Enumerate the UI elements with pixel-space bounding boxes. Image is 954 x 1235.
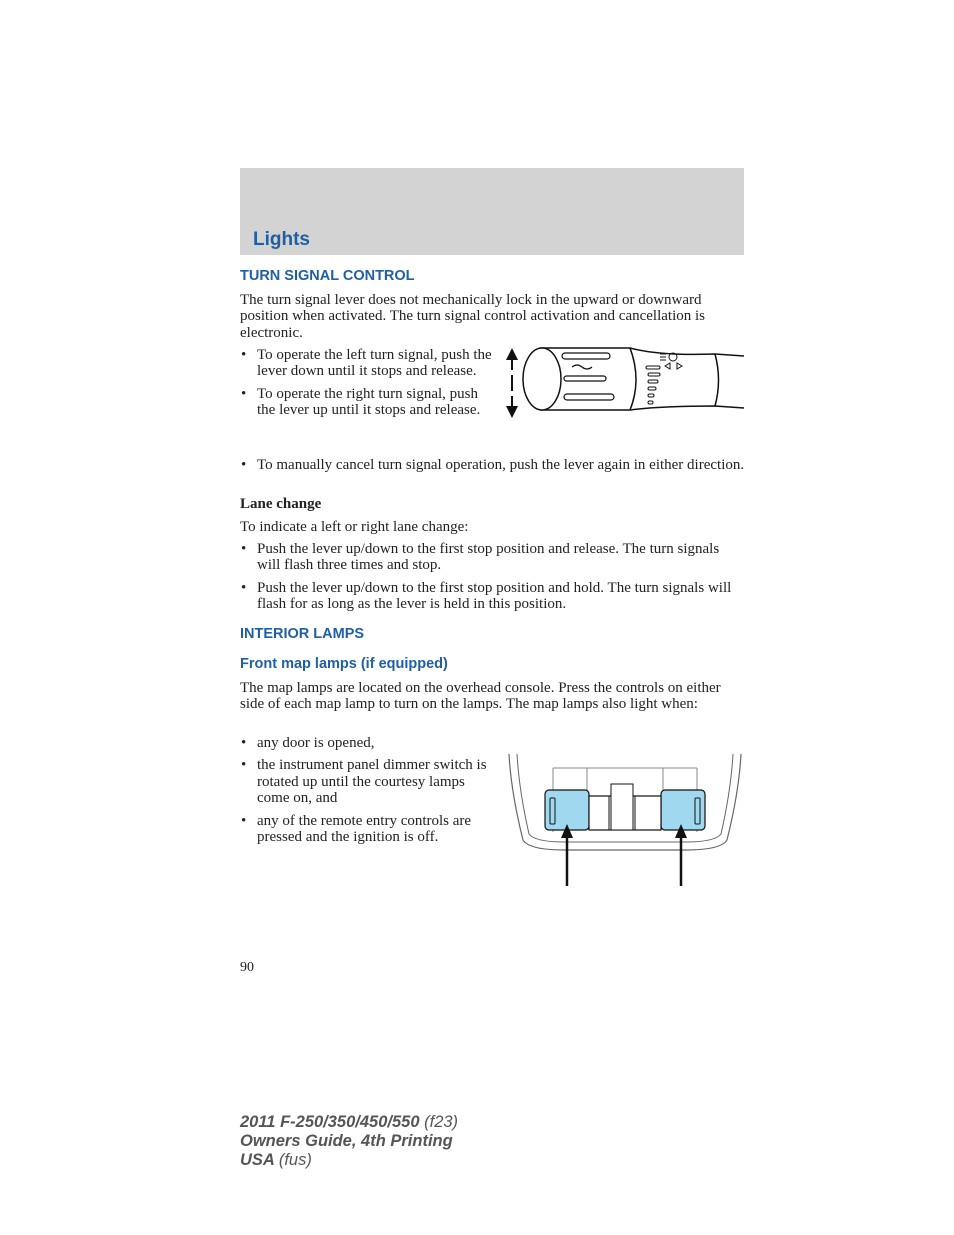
turn-signal-lever-illustration [500,344,746,420]
footer-printing: Owners Guide, 4th Printing [240,1132,453,1150]
turn-signal-list-a [240,347,495,419]
page-number: 90 [240,960,254,975]
turn-signal-intro: The turn signal lever does not mechanically lock in the upward or downward position when activated. The turn signal control activation and cancellation is electronic. [240,292,706,341]
front-map-lamps-subheading: Front map lamps (if equipped) [240,656,448,672]
lane-change-list [240,541,746,613]
map-lamps-list [240,735,490,845]
footer-model: 2011 F-250/350/450/550 [240,1113,420,1131]
list-item: • To operate the right turn signal, push the lever up until it stops and release. [240,386,495,419]
turn-signal-list-b [240,457,746,473]
footer-model-code: (f23) [424,1113,459,1131]
map-lamps-intro: The map lamps are located on the overhead console. Press the controls on either side of each map lamp to turn on the lamps. The map lamps also light when: [240,680,721,713]
footer-region-code: (fus) [278,1151,312,1169]
footer-region: USA [240,1151,275,1169]
section-title: Lights [253,229,310,250]
up-down-arrow-icon [506,348,518,418]
lane-change-subheading: Lane change [240,496,322,512]
section-header-band [240,168,744,255]
arrow-icon [675,824,687,886]
list-item: • any of the remote entry controls are pressed and the ignition is off. [240,813,490,846]
interior-lamps-heading: INTERIOR LAMPS [240,626,365,642]
list-item: • the instrument panel dimmer switch is rotated up until the courtesy lamps come on, and [240,757,490,806]
lane-change-intro: To indicate a left or right lane change: [240,519,469,535]
document-footer [240,1113,458,1170]
turn-signal-heading: TURN SIGNAL CONTROL [240,268,415,284]
list-item: • Push the lever up/down to the first stop position and hold. The turn signals will flash for as long as the lever is held in this position. [240,580,746,613]
list-item: • To operate the left turn signal, push the lever down until it stops and release. [240,347,495,380]
list-item: • Push the lever up/down to the first stop position and release. The turn signals will flash three times and stop. [240,541,746,574]
list-item: • To manually cancel turn signal operation, push the lever again in either direction. [240,457,746,473]
arrow-icon [561,824,573,886]
overhead-console-illustration [505,752,745,888]
list-item: • any door is opened, [240,735,490,751]
